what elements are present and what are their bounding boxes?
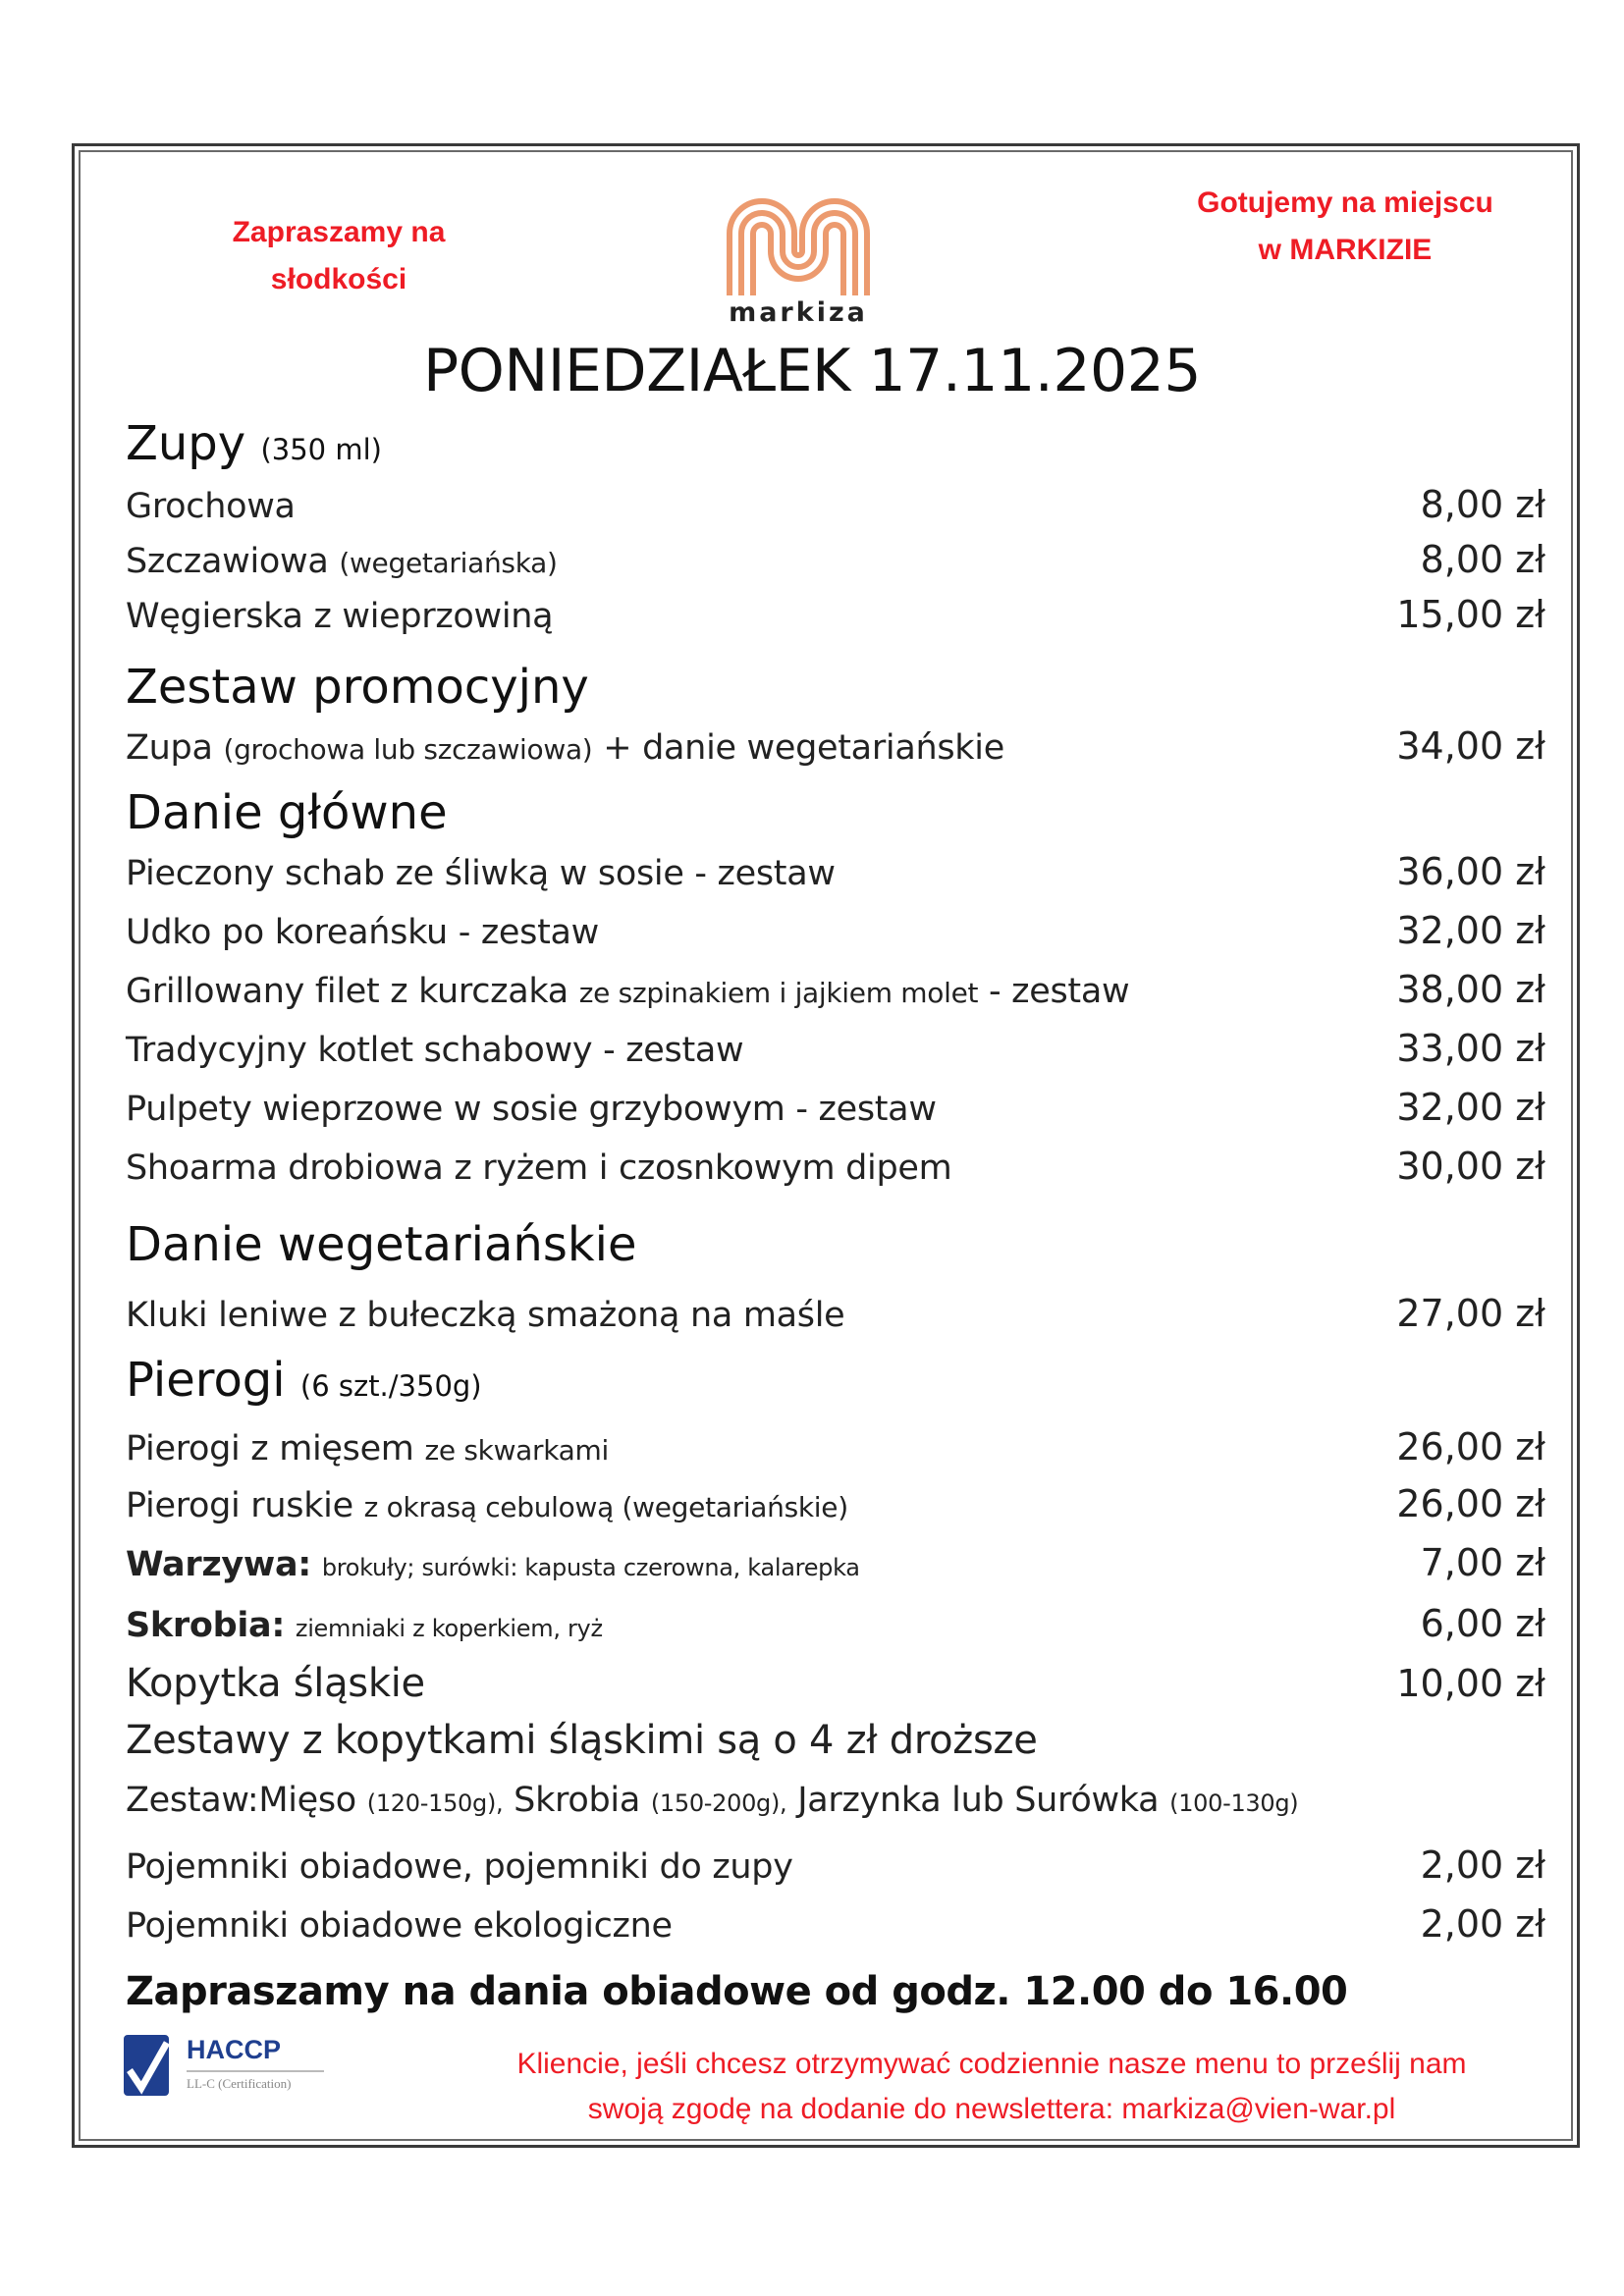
menu-item <box>126 724 1545 768</box>
item-price: 36,00 zł <box>1396 850 1545 893</box>
item-price: 30,00 zł <box>1396 1145 1545 1188</box>
section-heading-main: Danie główne <box>126 785 448 840</box>
cooking-note <box>1159 180 1532 274</box>
cooking-note-line1: Gotujemy na miejscu <box>1197 187 1493 219</box>
checkmark-icon <box>124 2035 169 2096</box>
item-name: Zupa (grochowa lub szczawiowa) + danie wegetariańskie <box>126 728 1004 768</box>
menu-item <box>126 1541 1545 1584</box>
menu-item <box>126 1843 1545 1887</box>
menu-item <box>126 1027 1545 1070</box>
item-price: 26,00 zł <box>1396 1482 1545 1525</box>
item-name: Pojemniki obiadowe ekologiczne <box>126 1906 673 1946</box>
divider <box>187 2070 324 2072</box>
item-price: 34,00 zł <box>1396 724 1545 768</box>
section-heading-pierogi <box>126 1353 482 1408</box>
zestaw-text: Zestaw:Mięso (120-150g), Skrobia (150-200g), Jarzynka lub Surówka (100-130g) <box>126 1781 1299 1820</box>
heading-note: (350 ml) <box>260 433 382 466</box>
note-text: Zestawy z kopytkami śląskimi są o 4 zł droższe <box>126 1718 1038 1763</box>
item-price: 2,00 zł <box>1420 1843 1545 1887</box>
item-name: Węgierska z wieprzowiną <box>126 597 554 636</box>
item-name: Pojemniki obiadowe, pojemniki do zupy <box>126 1847 793 1887</box>
item-price: 7,00 zł <box>1420 1541 1545 1584</box>
sweets-note <box>196 209 481 303</box>
item-price: 8,00 zł <box>1420 483 1545 526</box>
newsletter-line2: swoją zgodę na dodanie do newslettera: markiza@vien-war.pl <box>587 2093 1396 2125</box>
heading-text: Zupy <box>126 416 246 471</box>
item-price: 15,00 zł <box>1396 593 1545 636</box>
menu-item <box>126 850 1545 893</box>
item-name: Szczawiowa (wegetariańska) <box>126 542 558 581</box>
item-price: 6,00 zł <box>1420 1602 1545 1645</box>
item-price: 38,00 zł <box>1396 968 1545 1011</box>
menu-item <box>126 593 1545 636</box>
menu-item <box>126 1425 1545 1468</box>
logo-wordmark: markiza <box>729 297 868 328</box>
menu-item <box>126 968 1545 1011</box>
item-name: Grillowany filet z kurczaka ze szpinakiem i jajkiem molet - zestaw <box>126 972 1130 1011</box>
page-title: PONIEDZIAŁEK 17.11.2025 <box>422 337 1202 405</box>
item-name: Pierogi z mięsem ze skwarkami <box>126 1429 609 1468</box>
item-price: 27,00 zł <box>1396 1292 1545 1335</box>
menu-item <box>126 1902 1545 1946</box>
section-heading-vegetarian: Danie wegetariańskie <box>126 1217 637 1272</box>
item-name: Grochowa <box>126 487 296 526</box>
zestaw-composition <box>126 1781 1545 1820</box>
heading-note: (6 szt./350g) <box>299 1369 482 1403</box>
menu-item <box>126 1292 1545 1335</box>
item-price: 10,00 zł <box>1396 1662 1545 1705</box>
menu-item <box>126 1602 1545 1645</box>
menu-item <box>126 1482 1545 1525</box>
item-price: 33,00 zł <box>1396 1027 1545 1070</box>
item-name: Pieczony schab ze śliwką w sosie - zestaw <box>126 854 836 893</box>
haccp-subtitle: LL-C (Certification) <box>187 2076 292 2091</box>
item-price: 32,00 zł <box>1396 1086 1545 1129</box>
menu-item <box>126 1145 1545 1188</box>
menu-item <box>126 483 1545 526</box>
menu-item <box>126 1086 1545 1129</box>
haccp-title: HACCP <box>187 2035 282 2064</box>
cooking-note-line2: w MARKIZIE <box>1258 234 1433 266</box>
menu-item <box>126 1661 1545 1706</box>
section-heading-zupy <box>126 416 382 471</box>
menu-item <box>126 909 1545 952</box>
item-name: Skrobia: ziemniaki z koperkiem, ryż <box>126 1606 603 1645</box>
item-name: Udko po koreańsku - zestaw <box>126 913 599 952</box>
item-name: Pierogi ruskie z okrasą cebulową (wegetariańskie) <box>126 1486 848 1525</box>
heading-text: Pierogi <box>126 1353 286 1408</box>
item-price: 32,00 zł <box>1396 909 1545 952</box>
item-price: 8,00 zł <box>1420 538 1545 581</box>
item-name: Tradycyjny kotlet schabowy - zestaw <box>126 1031 744 1070</box>
kopytka-note <box>126 1718 1545 1763</box>
sweets-note-line2: słodkości <box>270 263 407 295</box>
newsletter-line1: Kliencie, jeśli chcesz otrzymywać codziennie nasze menu to prześlij nam <box>516 2048 1467 2080</box>
section-heading-promo: Zestaw promocyjny <box>126 660 589 715</box>
menu-item <box>126 538 1545 581</box>
item-name: Warzywa: brokuły; surówki: kapusta czerowna, kalarepka <box>126 1545 860 1584</box>
item-name: Kopytka śląskie <box>126 1661 425 1706</box>
item-price: 26,00 zł <box>1396 1425 1545 1468</box>
item-name: Shoarma drobiowa z ryżem i czosnkowym dipem <box>126 1148 952 1188</box>
sweets-note-line1: Zapraszamy na <box>232 216 446 248</box>
item-price: 2,00 zł <box>1420 1902 1545 1946</box>
opening-hours: Zapraszamy na dania obiadowe od godz. 12.00 do 16.00 <box>126 1969 1348 2014</box>
item-name: Pulpety wieprzowe w sosie grzybowym - zestaw <box>126 1090 937 1129</box>
haccp-badge <box>124 2035 330 2104</box>
item-name: Kluki leniwe z bułeczką smażoną na maśle <box>126 1296 845 1335</box>
newsletter-note <box>432 2042 1551 2132</box>
